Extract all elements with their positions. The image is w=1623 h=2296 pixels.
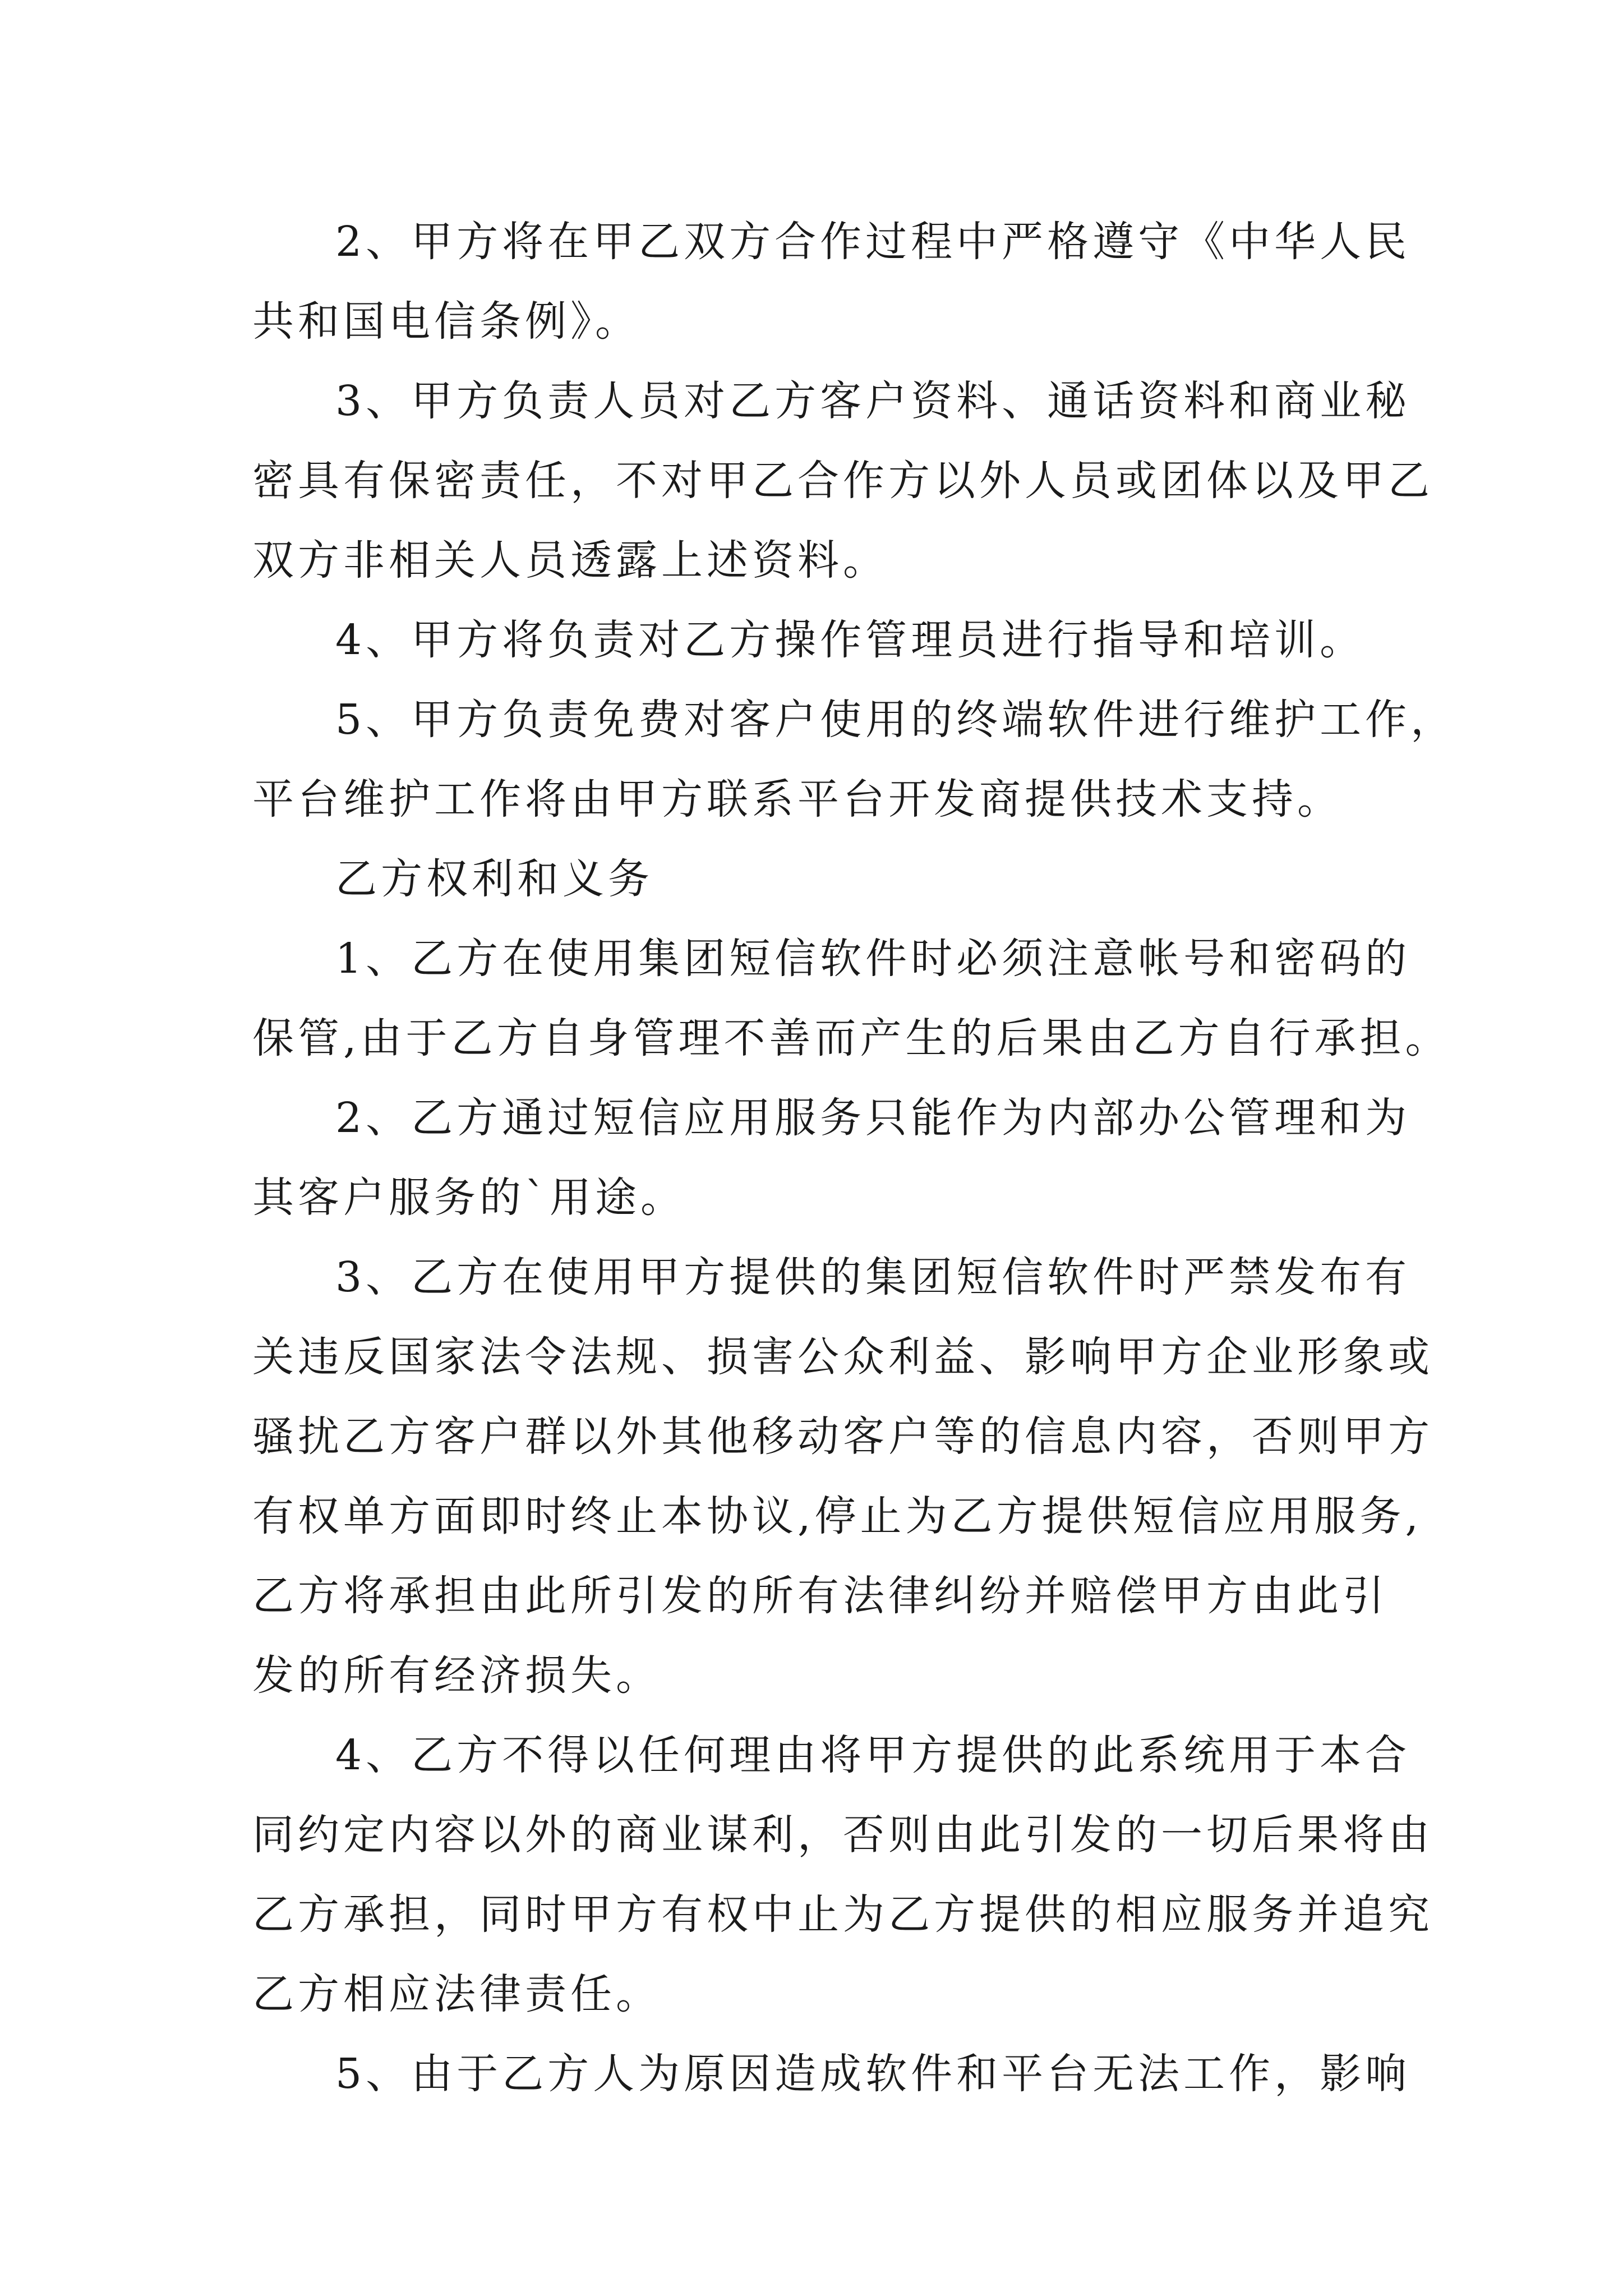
text-line: 5、由于乙方人为原因造成软件和平台无法工作，影响 — [335, 2050, 1411, 2098]
text-line: 关违反国家法令法规、损害公众利益、影响甲方企业形象或 — [252, 1333, 1433, 1381]
text-line: 双方非相关人员透露上述资料。 — [252, 536, 888, 585]
text-line: 2、甲方将在甲乙双方合作过程中严格遵守《中华人民 — [335, 218, 1411, 266]
text-line: 骚扰乙方客户群以外其他移动客户等的信息内容，否则甲方 — [252, 1412, 1433, 1461]
text-line: 密具有保密责任，不对甲乙合作方以外人员或团体以及甲乙 — [252, 457, 1433, 505]
document-body — [252, 202, 1456, 2114]
text-line: 乙方将承担由此所引发的所有法律纠纷并赔偿甲方由此引 — [252, 1572, 1388, 1620]
text-line: 3、甲方负责人员对乙方客户资料、通话资料和商业秘 — [335, 377, 1411, 425]
text-line: 发的所有经济损失。 — [252, 1651, 661, 1700]
text-line: 保管,由于乙方自身管理不善而产生的后果由乙方自行承担。 — [252, 1014, 1451, 1062]
text-line: 5、甲方负责免费对客户使用的终端软件进行维护工作， — [335, 696, 1456, 744]
text-line: 4、乙方不得以任何理由将甲方提供的此系统用于本合 — [335, 1731, 1411, 1779]
text-line: 共和国电信条例》。 — [252, 297, 640, 346]
text-line: 2、乙方通过短信应用服务只能作为内部办公管理和为 — [335, 1094, 1411, 1142]
text-line: 有权单方面即时终止本协议,停止为乙方提供短信应用服务, — [252, 1492, 1423, 1540]
text-line: 4、甲方将负责对乙方操作管理员进行指导和培训。 — [335, 616, 1366, 664]
text-line: 乙方相应法律责任。 — [252, 1970, 661, 2018]
text-line: 其客户服务的`用途。 — [252, 1174, 686, 1222]
text-line: 平台维护工作将由甲方联系平台开发商提供技术支持。 — [252, 775, 1343, 823]
text-line: 乙方承担，同时甲方有权中止为乙方提供的相应服务并追究 — [252, 1890, 1433, 1939]
text-line: 1、乙方在使用集团短信软件时必须注意帐号和密码的 — [335, 935, 1411, 983]
section-heading: 乙方权利和义务 — [335, 855, 653, 903]
text-line: 3、乙方在使用甲方提供的集团短信软件时严禁发布有 — [335, 1253, 1411, 1301]
text-line: 同约定内容以外的商业谋利，否则由此引发的一切后果将由 — [252, 1811, 1433, 1859]
